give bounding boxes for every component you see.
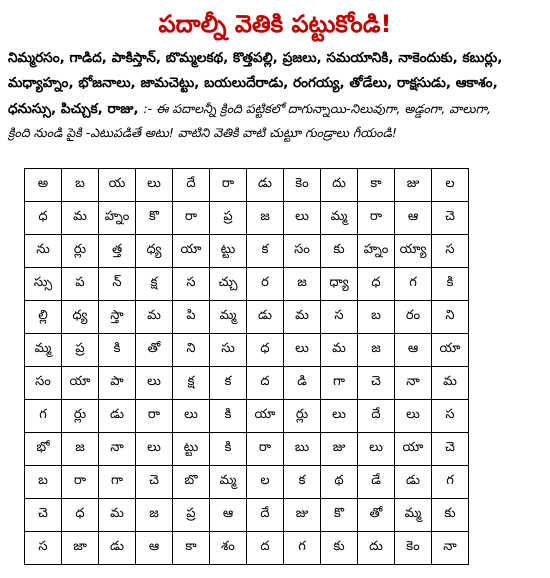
grid-cell[interactable]: రా <box>358 202 395 235</box>
grid-cell[interactable]: గా <box>321 367 358 400</box>
grid-cell[interactable]: గ <box>25 400 62 433</box>
grid-cell[interactable]: లు <box>136 433 173 466</box>
grid-cell[interactable]: ధ <box>62 499 99 532</box>
grid-cell[interactable]: రా <box>173 202 210 235</box>
grid-cell[interactable]: ల <box>432 169 469 202</box>
grid-cell[interactable]: కి <box>210 433 247 466</box>
grid-cell[interactable]: గా <box>99 466 136 499</box>
grid-cell[interactable]: లు <box>136 367 173 400</box>
grid-cell[interactable]: కా <box>358 169 395 202</box>
grid-cell[interactable]: య <box>99 169 136 202</box>
grid-cell[interactable]: మ్మ <box>25 334 62 367</box>
grid-cell[interactable]: న్ <box>99 268 136 301</box>
grid-cell[interactable]: ద <box>247 532 284 565</box>
grid-cell[interactable]: కి <box>432 268 469 301</box>
grid-cell[interactable]: ఆ <box>136 532 173 565</box>
grid-cell[interactable]: లు <box>284 334 321 367</box>
grid-cell[interactable]: దు <box>358 532 395 565</box>
grid-cell[interactable]: స <box>321 301 358 334</box>
grid-cell[interactable]: ధ <box>25 202 62 235</box>
grid-cell[interactable]: తో <box>358 499 395 532</box>
grid-cell[interactable]: ధ్య <box>62 301 99 334</box>
grid-cell[interactable]: తో <box>136 334 173 367</box>
grid-row <box>25 532 469 565</box>
grid-cell[interactable]: డు <box>99 532 136 565</box>
grid-cell[interactable]: య్యా <box>395 235 432 268</box>
grid-cell[interactable]: రా <box>136 400 173 433</box>
grid-cell[interactable]: సం <box>284 235 321 268</box>
grid-cell[interactable]: రం <box>395 301 432 334</box>
grid-cell[interactable]: ధ <box>358 268 395 301</box>
grid-cell[interactable]: క <box>284 466 321 499</box>
grid-cell[interactable]: రా <box>247 433 284 466</box>
grid-cell[interactable]: ర్లు <box>62 235 99 268</box>
grid-cell[interactable]: మ్మ <box>210 301 247 334</box>
instruction-text: :- ఈ పదాలన్నీ క్రింది పట్టికలో దాగున్నాయి-నిలువుగా, అడ్డంగా, వాలుగా, <box>143 101 492 116</box>
word-list-block <box>8 46 542 122</box>
grid-cell[interactable]: ఆ <box>395 334 432 367</box>
grid-cell[interactable]: ప్ర <box>173 499 210 532</box>
grid-cell[interactable]: ర <box>247 268 284 301</box>
grid-cell[interactable]: త్త <box>99 235 136 268</box>
grid-cell[interactable]: లు <box>395 400 432 433</box>
grid-cell[interactable]: యా <box>247 400 284 433</box>
grid-cell[interactable]: యా <box>432 334 469 367</box>
grid-cell[interactable]: కు <box>432 499 469 532</box>
grid-cell[interactable]: అ <box>25 169 62 202</box>
grid-cell[interactable]: కు <box>321 235 358 268</box>
grid-cell[interactable]: కొ <box>321 499 358 532</box>
grid-cell[interactable]: కెం <box>284 169 321 202</box>
grid-cell[interactable]: మ్మ <box>321 202 358 235</box>
grid-cell[interactable]: లు <box>136 169 173 202</box>
grid-cell[interactable]: చె <box>358 367 395 400</box>
grid-row <box>25 334 469 367</box>
grid-cell[interactable]: రా <box>210 169 247 202</box>
grid-row <box>25 433 469 466</box>
grid-cell[interactable]: థ <box>321 466 358 499</box>
grid-cell[interactable]: స <box>432 235 469 268</box>
grid-cell[interactable]: ర్లు <box>62 400 99 433</box>
grid-row <box>25 367 469 400</box>
grid-cell[interactable]: పా <box>99 367 136 400</box>
grid-cell[interactable]: ట్టు <box>173 433 210 466</box>
grid-cell[interactable]: కి <box>210 400 247 433</box>
grid-cell[interactable]: మ <box>99 499 136 532</box>
grid-cell[interactable]: గ <box>284 532 321 565</box>
grid-cell[interactable]: ఆ <box>395 202 432 235</box>
grid-cell[interactable]: చె <box>25 499 62 532</box>
grid-cell[interactable]: ను <box>25 235 62 268</box>
grid-cell[interactable]: ధ్య <box>136 235 173 268</box>
grid-cell[interactable]: గ <box>432 466 469 499</box>
grid-cell[interactable]: నా <box>432 532 469 565</box>
grid-cell[interactable]: జ <box>284 268 321 301</box>
grid-cell[interactable]: క్ష <box>173 367 210 400</box>
grid-cell[interactable]: ల <box>247 466 284 499</box>
grid-cell[interactable]: లు <box>284 202 321 235</box>
grid-cell[interactable]: డు <box>247 169 284 202</box>
puzzle-grid-container <box>24 168 469 565</box>
grid-cell[interactable]: ని <box>432 301 469 334</box>
grid-cell[interactable]: జ <box>136 499 173 532</box>
grid-cell[interactable]: చె <box>432 202 469 235</box>
grid-row <box>25 301 469 334</box>
grid-cell[interactable]: క <box>247 235 284 268</box>
grid-cell[interactable]: ల్లి <box>25 301 62 334</box>
grid-cell[interactable]: క్ష <box>136 268 173 301</box>
word-list: నిమ్మరసం, గాడిద, పాకిస్తాన్, బొమ్మలకథ, కొత్తపల్లి, ప్రజలు, సమయానికి, నాకెందుకు, కబుర్లు, మధ్యాహ్నం, భోజనాలు, జామచెట్టు, బయలుదేరాడు, రంగయ్య, తోడేలు, రాక్షసుడు, ఆకాశం, ధనుస్సు, పిచ్చుక, రాజు, <box>8 50 503 117</box>
grid-cell[interactable]: జ <box>247 202 284 235</box>
grid-row <box>25 499 469 532</box>
grid-cell[interactable]: మ <box>62 202 99 235</box>
grid-cell[interactable]: జు <box>284 499 321 532</box>
grid-cell[interactable]: లు <box>173 400 210 433</box>
grid-cell[interactable]: హ్నం <box>358 235 395 268</box>
grid-cell[interactable]: స <box>25 532 62 565</box>
grid-cell[interactable]: యా <box>62 367 99 400</box>
grid-cell[interactable]: డు <box>99 400 136 433</box>
grid-cell[interactable]: ప <box>62 268 99 301</box>
grid-cell[interactable]: మ <box>321 334 358 367</box>
grid-cell[interactable]: డు <box>247 301 284 334</box>
grid-row <box>25 268 469 301</box>
grid-cell[interactable]: స్సు <box>25 268 62 301</box>
grid-cell[interactable]: దే <box>358 400 395 433</box>
grid-cell[interactable]: డు <box>395 466 432 499</box>
grid-cell[interactable]: జు <box>321 433 358 466</box>
grid-cell[interactable]: ప్ర <box>62 334 99 367</box>
grid-cell[interactable]: జ <box>62 433 99 466</box>
grid-cell[interactable]: నా <box>395 367 432 400</box>
grid-cell[interactable]: ప్ర <box>210 202 247 235</box>
grid-cell[interactable]: యా <box>395 433 432 466</box>
grid-cell[interactable]: మ్మ <box>395 499 432 532</box>
grid-cell[interactable]: ని <box>173 334 210 367</box>
grid-cell[interactable]: స్తా <box>99 301 136 334</box>
grid-cell[interactable]: పి <box>173 301 210 334</box>
grid-cell[interactable]: మ్మ <box>210 466 247 499</box>
grid-cell[interactable]: లు <box>358 433 395 466</box>
instruction-text-continued: క్రింది నుండి పైకి -ఎటుపడితే అటు! వాటిని వెతికి వాటి చుట్టూ గుండ్రాలు గీయండి! <box>8 125 397 140</box>
grid-cell[interactable]: నా <box>99 433 136 466</box>
grid-cell[interactable]: చ్చు <box>210 268 247 301</box>
grid-cell[interactable]: సు <box>210 334 247 367</box>
grid-cell[interactable]: ర్లు <box>284 400 321 433</box>
page-title: పదాల్నీ వెతికి పట్టుకోండి! <box>158 10 392 38</box>
grid-cell[interactable]: కా <box>173 532 210 565</box>
grid-cell[interactable]: కెం <box>395 532 432 565</box>
grid-cell[interactable]: దు <box>321 169 358 202</box>
grid-cell[interactable]: దే <box>173 169 210 202</box>
grid-row <box>25 466 469 499</box>
grid-cell[interactable]: సం <box>25 367 62 400</box>
grid-row <box>25 400 469 433</box>
grid-cell[interactable]: జ <box>358 334 395 367</box>
grid-cell[interactable]: మ <box>284 301 321 334</box>
grid-cell[interactable]: చె <box>136 466 173 499</box>
grid-cell[interactable]: జు <box>395 169 432 202</box>
grid-cell[interactable]: మ <box>432 367 469 400</box>
word-search-grid <box>24 168 469 565</box>
grid-cell[interactable]: బ <box>358 301 395 334</box>
grid-cell[interactable]: ట్టు <box>210 235 247 268</box>
grid-cell[interactable]: ఆ <box>210 499 247 532</box>
grid-cell[interactable]: ధ్యా <box>321 268 358 301</box>
grid-cell[interactable]: జా <box>62 532 99 565</box>
grid-cell[interactable]: ధ <box>247 334 284 367</box>
grid-cell[interactable]: చె <box>432 433 469 466</box>
grid-cell[interactable]: స <box>432 400 469 433</box>
grid-cell[interactable]: బ <box>62 169 99 202</box>
grid-cell[interactable]: లు <box>321 400 358 433</box>
grid-cell[interactable]: యా <box>173 235 210 268</box>
grid-cell[interactable]: హ్నం <box>99 202 136 235</box>
grid-cell[interactable]: బ <box>25 466 62 499</box>
grid-cell[interactable]: బొ <box>173 466 210 499</box>
grid-cell[interactable]: రా <box>62 466 99 499</box>
grid-row <box>25 169 469 202</box>
grid-cell[interactable]: డే <box>358 466 395 499</box>
grid-cell[interactable]: కొ <box>136 202 173 235</box>
grid-cell[interactable]: గ <box>395 268 432 301</box>
grid-row <box>25 235 469 268</box>
grid-cell[interactable]: శం <box>210 532 247 565</box>
grid-cell[interactable]: భో <box>25 433 62 466</box>
grid-row <box>25 202 469 235</box>
grid-cell[interactable]: బు <box>284 433 321 466</box>
grid-cell[interactable]: కు <box>321 532 358 565</box>
grid-cell[interactable]: ద <box>247 367 284 400</box>
grid-cell[interactable]: డి <box>284 367 321 400</box>
grid-cell[interactable]: కి <box>99 334 136 367</box>
grid-cell[interactable]: దే <box>247 499 284 532</box>
grid-cell[interactable]: క <box>210 367 247 400</box>
grid-cell[interactable]: స <box>173 268 210 301</box>
grid-cell[interactable]: మ <box>136 301 173 334</box>
